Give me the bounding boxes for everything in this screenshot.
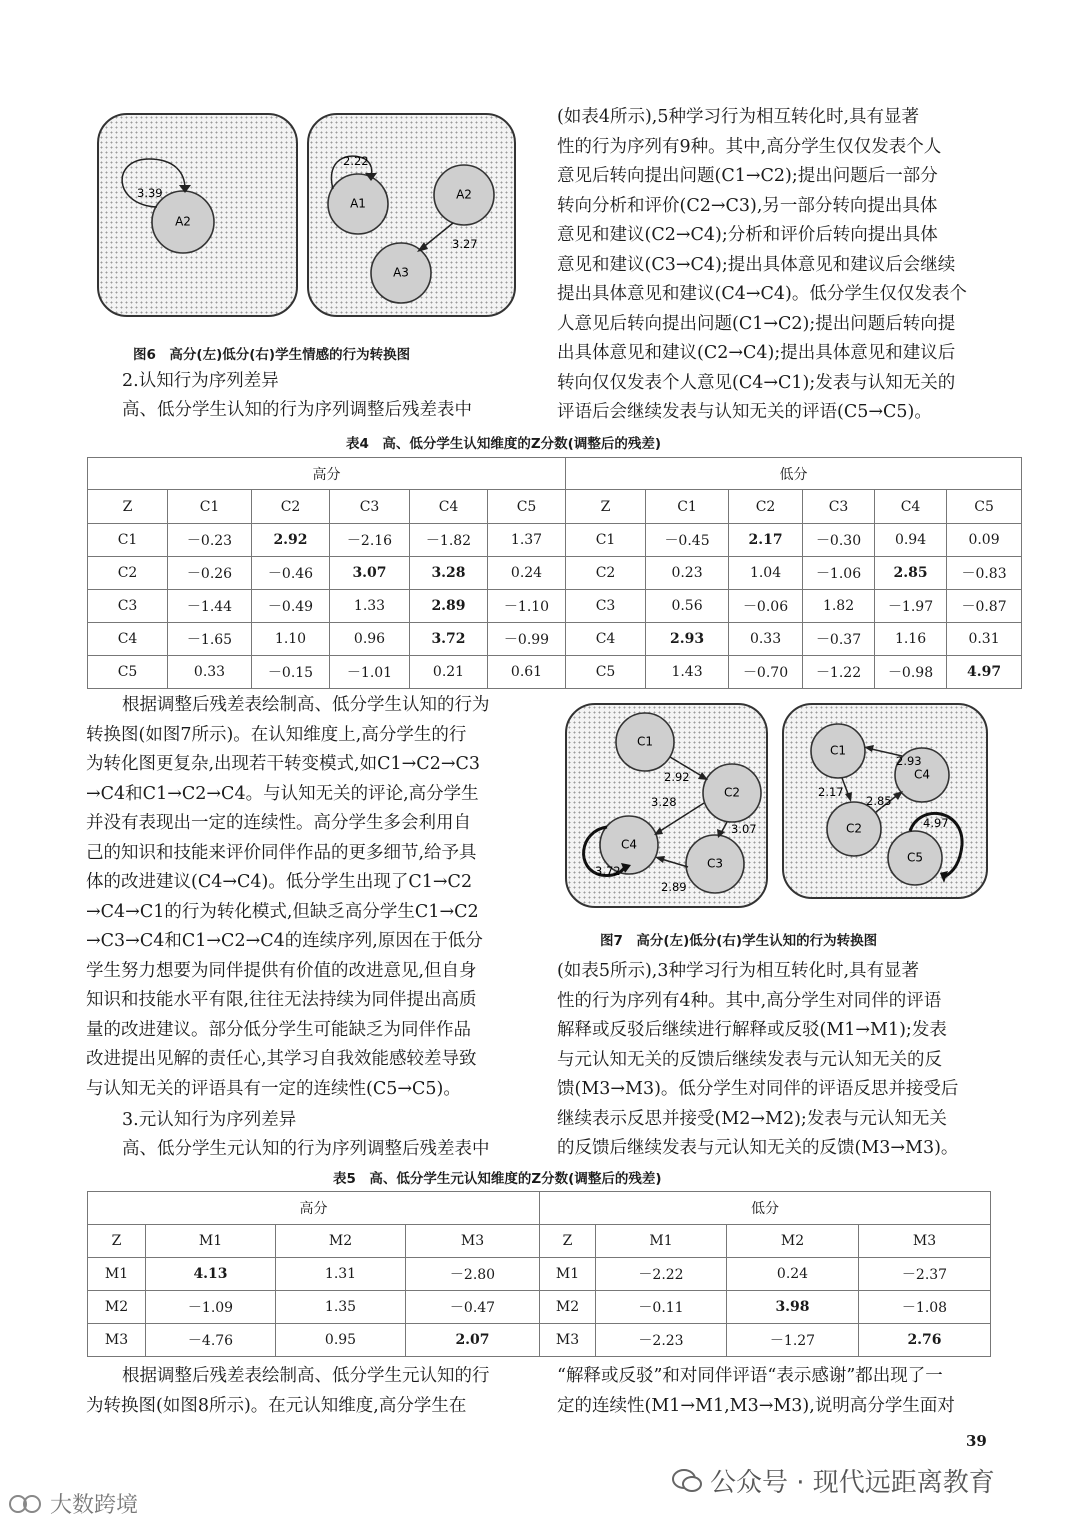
arrowhead (417, 242, 428, 252)
node-label: C1 (636, 734, 654, 749)
edge-A2-A3 (421, 223, 453, 249)
cell: －0.23 (168, 524, 252, 557)
cell: －0.83 (947, 557, 1022, 590)
row-label: M3 (540, 1324, 596, 1357)
text-line: 转换图(如图7所示)。在认知维度上,高分学生的行 (86, 724, 467, 745)
row-label: C3 (566, 590, 646, 623)
node-label: C3 (706, 856, 724, 871)
table4-group-high: 高分 (88, 458, 566, 490)
cell: 3.72 (410, 623, 488, 656)
cell: －0.99 (488, 623, 566, 656)
cell: －0.47 (406, 1291, 540, 1324)
col-header: Z (540, 1225, 596, 1258)
col-header: M2 (727, 1225, 859, 1258)
edge-z-label: 2.22 (343, 154, 369, 168)
row-label: M1 (540, 1258, 596, 1291)
cell: －1.06 (803, 557, 875, 590)
cell: －0.87 (947, 590, 1022, 623)
cell: －1.97 (875, 590, 947, 623)
figure6-right-panel (307, 113, 516, 317)
cell: 4.13 (146, 1258, 276, 1291)
section2-intro: 高、低分学生认知的行为序列调整后残差表中 (122, 400, 472, 420)
watermark-right-text: 公众号 · 现代远距离教育 (710, 1468, 995, 1498)
right-column-bottom-text (557, 1362, 993, 1421)
section3-intro: 高、低分学生元认知的行为序列调整后残差表中 (122, 1139, 490, 1159)
cell: －0.06 (729, 590, 803, 623)
figure6-caption: 图6 高分(左)低分(右)学生情感的行为转换图 (133, 347, 411, 363)
col-header: C2 (729, 490, 803, 524)
cell: 4.97 (947, 656, 1022, 689)
cell: 2.89 (410, 590, 488, 623)
text-line: 转向仅仅发表个人意见(C4→C1);发表与认知无关的 (557, 372, 956, 393)
text-line: 性的行为序列有9种。其中,高分学生仅仅发表个人 (557, 136, 942, 157)
table-row (88, 656, 1022, 689)
col-header: C4 (410, 490, 488, 524)
cell: 0.21 (410, 656, 488, 689)
text-line: 意见和建议(C3→C4);提出具体意见和建议后会继续 (557, 254, 956, 275)
table-row (88, 1258, 991, 1291)
row-label: C4 (88, 623, 168, 656)
arrowhead (698, 772, 708, 780)
cell: 0.09 (947, 524, 1022, 557)
col-header: M1 (596, 1225, 727, 1258)
cell: 0.96 (330, 623, 410, 656)
cell: －1.01 (330, 656, 410, 689)
table5-group-low: 低分 (540, 1192, 991, 1225)
cell: 0.95 (276, 1324, 406, 1357)
node-label: C2 (723, 785, 741, 800)
row-label: C2 (566, 557, 646, 590)
watermark-right (672, 1462, 995, 1499)
cell: 2.76 (859, 1324, 991, 1357)
cell: －1.10 (488, 590, 566, 623)
table-row (88, 557, 1022, 590)
col-header: C2 (252, 490, 330, 524)
text-line: 评语后会继续发表与认知无关的评语(C5→C5)。 (557, 402, 932, 422)
table4-caption: 表4 高、低分学生认知维度的Z分数(调整后的残差) (346, 436, 662, 452)
row-label: C5 (566, 656, 646, 689)
node-label: C2 (845, 821, 863, 836)
cell: 0.24 (488, 557, 566, 590)
node-label: C4 (620, 837, 638, 852)
cell: －1.22 (803, 656, 875, 689)
col-header: C3 (803, 490, 875, 524)
text-line: →C4→C1的行为转化模式,但缺乏高分学生C1→C2 (86, 901, 479, 922)
cell: －0.37 (803, 623, 875, 656)
cell: 1.33 (330, 590, 410, 623)
cell: 1.16 (875, 623, 947, 656)
cell: 2.85 (875, 557, 947, 590)
node-label: C1 (829, 743, 847, 758)
watermark-left-text: 大数跨境 (50, 1493, 139, 1518)
node-label: A1 (350, 196, 366, 211)
table-row (88, 1324, 991, 1357)
text-line: (如表5所示),3种学习行为相互转化时,具有显著 (557, 961, 920, 981)
node-label: A3 (393, 265, 409, 280)
edge-z-label: 4.97 (923, 816, 949, 830)
text-line: 改进提出见解的责任心,其学习自我效能感较差导致 (86, 1049, 477, 1069)
section2-heading: 2.认知行为序列差异 (122, 371, 279, 391)
text-line: 馈(M3→M3)。低分学生对同伴的评语反思并接受后 (557, 1079, 959, 1099)
cell: 1.43 (646, 656, 729, 689)
text-line: 出具体意见和建议(C2→C4);提出具体意见和建议后 (557, 343, 956, 363)
cell: －1.82 (410, 524, 488, 557)
text-line: 转向分析和评价(C2→C3),另一部分转向提出具体 (557, 195, 938, 216)
arrowhead (893, 791, 903, 800)
cell: 1.04 (729, 557, 803, 590)
cell: －2.37 (859, 1258, 991, 1291)
text-line: →C3→C4和C1→C2→C4的连续序列,原因在于低分 (86, 931, 483, 951)
text-line: 人意见后转向提出问题(C1→C2);提出问题后转向提 (557, 313, 956, 334)
col-header: C1 (168, 490, 252, 524)
node-label: A2 (175, 214, 191, 229)
table-row (88, 623, 1022, 656)
figure7-right-panel (782, 703, 988, 899)
col-header: Z (88, 1225, 146, 1258)
edge-z-label: 3.72 (595, 864, 621, 878)
cell: －1.44 (168, 590, 252, 623)
edge-z-label: 3.27 (452, 237, 478, 251)
wechat-icon (672, 1469, 702, 1493)
row-label: C1 (566, 524, 646, 557)
cell: 1.31 (276, 1258, 406, 1291)
cell: －0.45 (646, 524, 729, 557)
col-header: M2 (276, 1225, 406, 1258)
text-line: 学生努力想要为同伴提供有价值的改进意见,但自身 (86, 960, 477, 981)
figure7-left-panel (565, 703, 768, 908)
cell: －2.22 (596, 1258, 727, 1291)
cell: 0.31 (947, 623, 1022, 656)
arrowhead (845, 792, 852, 802)
col-header: Z (88, 490, 168, 524)
edge-z-label: 2.85 (866, 794, 892, 808)
node-label: A2 (456, 187, 472, 202)
col-header: C4 (875, 490, 947, 524)
edge-z-label: 2.89 (661, 880, 687, 894)
text-line: 性的行为序列有4种。其中,高分学生对同伴的评语 (557, 990, 942, 1011)
cell: －1.08 (859, 1291, 991, 1324)
cell: 1.10 (252, 623, 330, 656)
cell: －0.11 (596, 1291, 727, 1324)
cell: 2.92 (252, 524, 330, 557)
col-header: C5 (947, 490, 1022, 524)
text-line: 定的连续性(M1→M1,M3→M3),说明高分学生面对 (557, 1395, 955, 1416)
cell: －0.30 (803, 524, 875, 557)
text-line: 为转换图(如图8所示)。在元认知维度,高分学生在 (86, 1395, 467, 1416)
section3-heading: 3.元认知行为序列差异 (122, 1110, 297, 1130)
edge-z-label: 3.28 (651, 795, 677, 809)
table4-group-low: 低分 (566, 458, 1022, 490)
col-header: C3 (330, 490, 410, 524)
table-row (88, 590, 1022, 623)
node-label: C4 (913, 767, 931, 782)
text-line: 为转化图更复杂,出现若干转变模式,如C1→C2→C3 (86, 754, 481, 774)
node-label: C5 (906, 850, 924, 865)
row-label: C4 (566, 623, 646, 656)
text-line: 己的知识和技能来评价同伴作品的更多细节,给予具 (86, 842, 477, 863)
cell: －0.26 (168, 557, 252, 590)
cell: 0.33 (168, 656, 252, 689)
text-line: 意见和建议(C2→C4);分析和评价后转向提出具体 (557, 225, 938, 245)
col-header: C1 (646, 490, 729, 524)
col-header: Z (566, 490, 646, 524)
text-line: 提出具体意见和建议(C4→C4)。低分学生仅仅发表个 (557, 284, 967, 304)
cell: －1.09 (146, 1291, 276, 1324)
cell: 1.35 (276, 1291, 406, 1324)
edge-z-label: 2.17 (818, 785, 844, 799)
cell: 3.98 (727, 1291, 859, 1324)
text-line: 与认知无关的评语具有一定的连续性(C5→C5)。 (86, 1078, 461, 1099)
cell: 2.07 (406, 1324, 540, 1357)
logo-icon (8, 1492, 44, 1516)
text-line: 知识和技能水平有限,往往无法持续为同伴提出高质 (86, 990, 477, 1010)
cell: 1.82 (803, 590, 875, 623)
edge-z-label: 3.07 (731, 822, 757, 836)
cell: －2.23 (596, 1324, 727, 1357)
table-row (88, 1291, 991, 1324)
cell: －0.70 (729, 656, 803, 689)
cell: －0.49 (252, 590, 330, 623)
text-line: “解释或反驳”和对同伴评语“表示感谢”都出现了一 (557, 1366, 943, 1386)
table-row (88, 524, 1022, 557)
col-header: M3 (406, 1225, 540, 1258)
edge-z-label: 2.92 (664, 770, 690, 784)
cell: －4.76 (146, 1324, 276, 1357)
text-line: →C4和C1→C2→C4。与认知无关的评论,高分学生 (86, 783, 479, 804)
cell: 0.94 (875, 524, 947, 557)
cell: －1.65 (168, 623, 252, 656)
cell: 0.61 (488, 656, 566, 689)
text-line: 与元认知无关的反馈后继续发表与元认知无关的反 (557, 1049, 942, 1070)
text-line: 解释或反驳后继续进行解释或反驳(M1→M1);发表 (557, 1020, 947, 1040)
arrowhead (654, 827, 663, 835)
row-label: M2 (88, 1291, 146, 1324)
page-number: 39 (966, 1432, 987, 1450)
table5 (87, 1191, 991, 1357)
row-label: C2 (88, 557, 168, 590)
row-label: M2 (540, 1291, 596, 1324)
watermark-left (8, 1488, 138, 1519)
cell: 0.56 (646, 590, 729, 623)
text-line: 体的改进建议(C4→C4)。低分学生出现了C1→C2 (86, 872, 473, 892)
left-column-mid-text (86, 691, 522, 1104)
row-label: M1 (88, 1258, 146, 1291)
row-label: C1 (88, 524, 168, 557)
cell: 0.33 (729, 623, 803, 656)
text-line: 根据调整后残差表绘制高、低分学生认知的行为 (122, 695, 490, 715)
col-header: M1 (146, 1225, 276, 1258)
text-line: (如表4所示),5种学习行为相互转化时,具有显著 (557, 107, 920, 127)
text-line: 并没有表现出一定的连续性。高分学生多会利用自 (86, 813, 471, 833)
table5-caption: 表5 高、低分学生元认知维度的Z分数(调整后的残差) (333, 1171, 662, 1187)
figure7-caption: 图7 高分(左)低分(右)学生认知的行为转换图 (600, 933, 878, 949)
text-line: 的反馈后继续发表与元认知无关的反馈(M3→M3)。 (557, 1138, 959, 1158)
cell: －2.16 (330, 524, 410, 557)
cell: 1.37 (488, 524, 566, 557)
cell: 0.24 (727, 1258, 859, 1291)
cell: 3.07 (330, 557, 410, 590)
cell: －0.46 (252, 557, 330, 590)
table5-group-high: 高分 (88, 1192, 540, 1225)
cell: 2.17 (729, 524, 803, 557)
edge-z-label: 3.39 (137, 186, 163, 200)
table4 (87, 457, 1022, 689)
text-line: 根据调整后残差表绘制高、低分学生元认知的行 (122, 1366, 490, 1386)
edge-z-label: 2.93 (896, 754, 922, 768)
right-column-mid-text (557, 957, 993, 1164)
cell: 3.28 (410, 557, 488, 590)
row-label: C3 (88, 590, 168, 623)
col-header: C5 (488, 490, 566, 524)
cell: 0.23 (646, 557, 729, 590)
row-label: M3 (88, 1324, 146, 1357)
text-line: 意见后转向提出问题(C1→C2);提出问题后一部分 (557, 166, 938, 186)
left-column-bottom-text (86, 1362, 522, 1421)
figure6-left-panel (97, 113, 298, 317)
arrowhead (655, 856, 665, 863)
cell: －1.27 (727, 1324, 859, 1357)
col-header: M3 (859, 1225, 991, 1258)
right-column-top-text (557, 103, 993, 428)
row-label: C5 (88, 656, 168, 689)
cell: －0.98 (875, 656, 947, 689)
text-line: 继续表示反思并接受(M2→M2);发表与元认知无关 (557, 1108, 947, 1129)
cell: －2.80 (406, 1258, 540, 1291)
text-line: 量的改进建议。部分低分学生可能缺乏为同伴作品 (86, 1019, 471, 1040)
cell: －0.15 (252, 656, 330, 689)
cell: 2.93 (646, 623, 729, 656)
